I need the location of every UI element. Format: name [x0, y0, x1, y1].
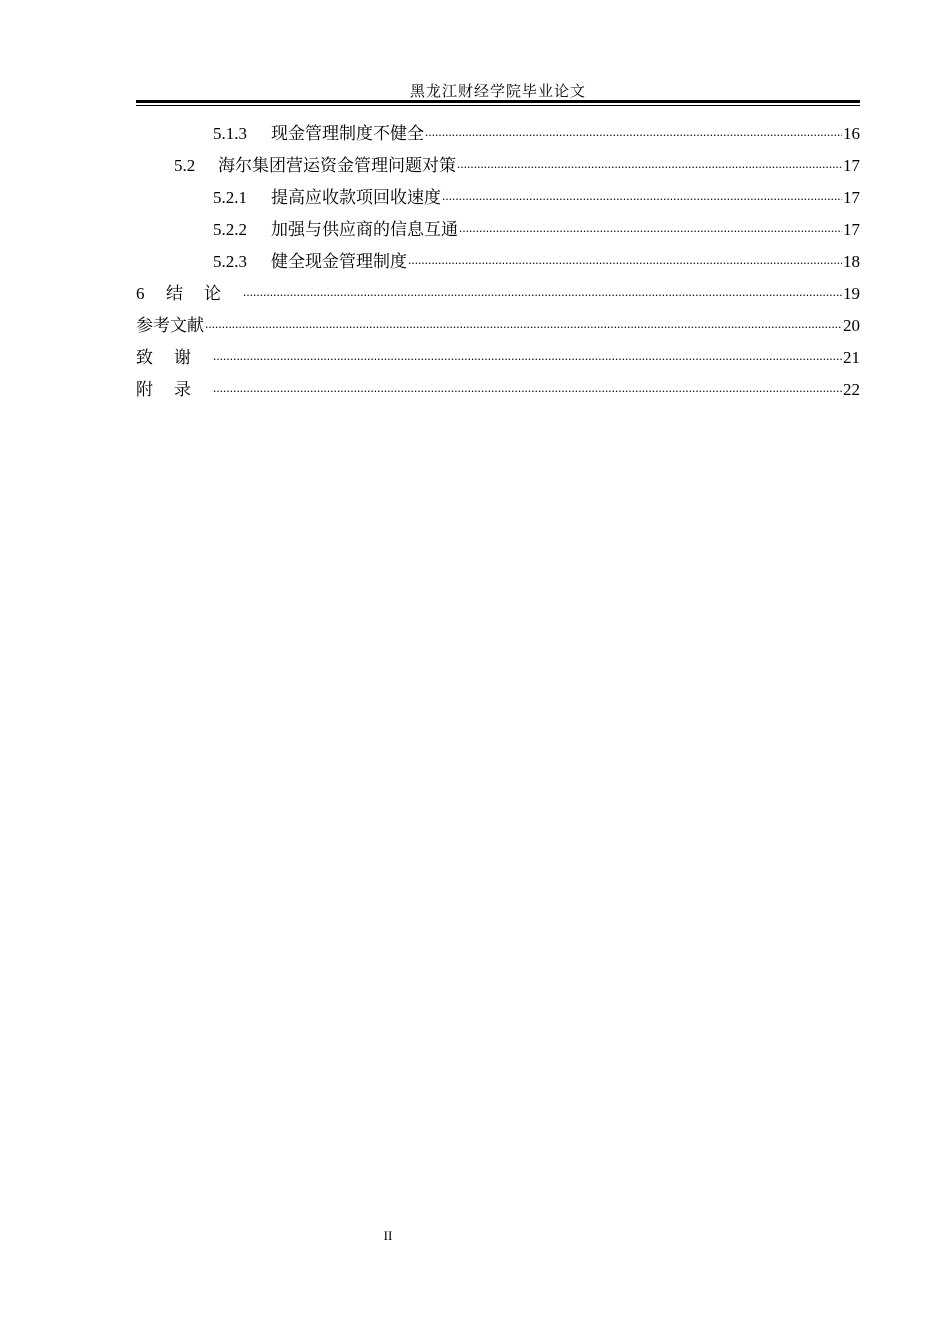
toc-entry-page: 17	[843, 188, 860, 207]
toc-entry[interactable]	[136, 186, 860, 218]
toc-entry-number: 5.2.3	[213, 252, 247, 271]
table-of-contents	[136, 122, 860, 410]
toc-entry-page: 17	[843, 220, 860, 239]
toc-leader-dots	[457, 152, 842, 176]
header-rule-thick	[136, 100, 860, 103]
toc-entry-number: 5.2.2	[213, 220, 247, 239]
toc-entry-title: 健全现金管理制度	[271, 252, 407, 271]
toc-entry-page: 19	[843, 284, 860, 303]
toc-leader-dots	[243, 280, 842, 304]
toc-leader-dots	[425, 120, 842, 144]
toc-entry-title: 加强与供应商的信息互通	[271, 220, 458, 239]
header-rule-thin	[136, 105, 860, 106]
toc-leader-dots	[213, 376, 842, 400]
toc-entry[interactable]	[136, 218, 860, 250]
toc-entry[interactable]	[136, 346, 860, 378]
toc-entry-number: 5.1.3	[213, 124, 247, 143]
toc-entry-title: 结论	[166, 284, 242, 303]
toc-leader-dots	[213, 344, 842, 368]
toc-entry-title: 现金管理制度不健全	[271, 124, 424, 143]
toc-leader-dots	[459, 216, 842, 240]
toc-entry-page: 16	[843, 124, 860, 143]
toc-leader-dots	[408, 248, 842, 272]
toc-entry-page: 17	[843, 156, 860, 175]
toc-entry-page: 20	[843, 316, 860, 335]
toc-entry-number: 5.2.1	[213, 188, 247, 207]
footer-page-number: II	[383, 1228, 393, 1243]
toc-entry[interactable]	[136, 282, 860, 314]
toc-entry-page: 22	[843, 380, 860, 399]
toc-entry[interactable]	[136, 122, 860, 154]
page-header-title: 黑龙江财经学院毕业论文	[409, 82, 586, 100]
toc-entry[interactable]	[136, 250, 860, 282]
toc-entry-title: 海尔集团营运资金管理问题对策	[218, 156, 456, 175]
toc-entry[interactable]	[136, 154, 860, 186]
toc-entry-page: 18	[843, 252, 860, 271]
toc-entry[interactable]	[136, 378, 860, 410]
toc-entry-title: 致谢	[136, 348, 212, 367]
toc-entry[interactable]	[136, 314, 860, 346]
toc-entry-title: 提高应收款项回收速度	[271, 188, 441, 207]
toc-entry-title: 附录	[136, 380, 212, 399]
toc-entry-page: 21	[843, 348, 860, 367]
toc-entry-number: 5.2	[174, 156, 196, 175]
toc-entry-title: 参考文献	[136, 316, 204, 335]
toc-leader-dots	[442, 184, 842, 208]
toc-entry-number: 6	[136, 284, 145, 303]
toc-leader-dots	[205, 312, 842, 336]
